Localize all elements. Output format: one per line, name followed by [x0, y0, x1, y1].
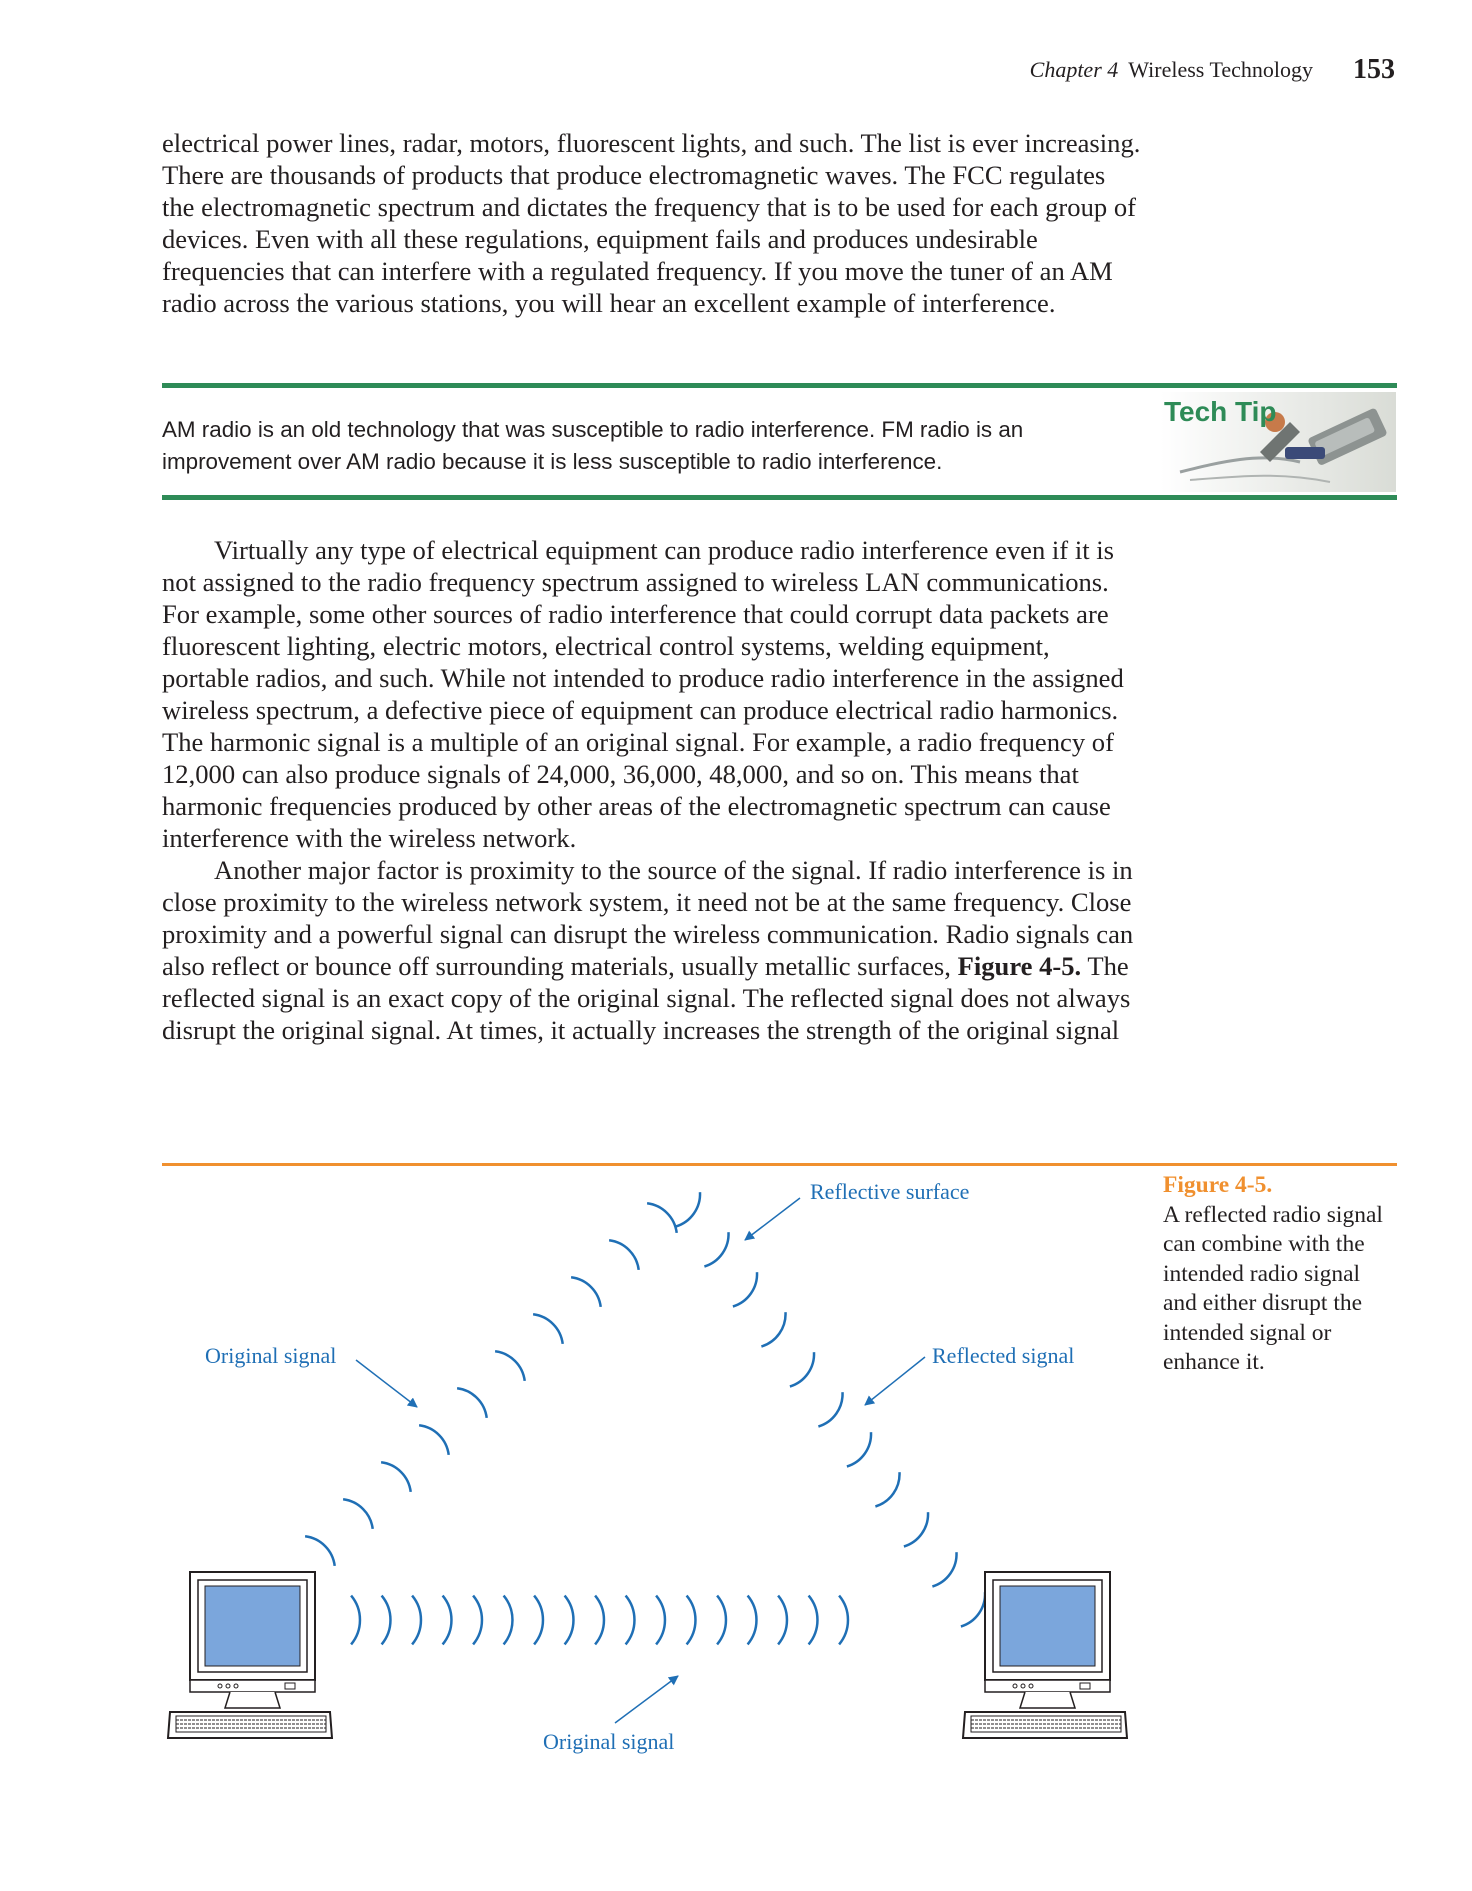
- wave-arc: [305, 1536, 335, 1566]
- original-signal-waves-up: [267, 1203, 677, 1603]
- tech-tip-top-rule: [162, 383, 1397, 388]
- wave-arc: [761, 1312, 785, 1346]
- wave-arc: [904, 1512, 928, 1546]
- wave-arc: [748, 1596, 757, 1645]
- original-signal-label-top: Original signal: [205, 1343, 337, 1368]
- wave-arc: [571, 1277, 601, 1307]
- wave-arc: [443, 1596, 452, 1645]
- figure-caption: [1163, 1171, 1395, 1378]
- wave-arc: [818, 1392, 842, 1426]
- paragraph-text-part: Another major factor is proximity to the source of the signal. If radio interference is in close proximity to the wireless network system, it need not be at the same frequency. Close proximity and a powerful signal can disrupt the wireless communication. Radio signals can also reflect or bounce off surrounding materials, usually metallic surfaces,: [162, 855, 1134, 981]
- wave-arc: [704, 1232, 728, 1266]
- wave-arc: [534, 1596, 543, 1645]
- wave-arc: [504, 1596, 513, 1645]
- wave-arc: [382, 1596, 391, 1645]
- wave-arc: [419, 1425, 449, 1455]
- original-signal-pointer-bottom: [615, 1676, 678, 1723]
- paragraph-continued: [162, 127, 1142, 319]
- paragraph-text: Virtually any type of electrical equipment can produce radio interference even if it is not assigned to the radio frequency spectrum assigned to wireless LAN communications. For example, some other sources of radio interference that could corrupt data packets are fluorescent lighting, electric motors, electrical control systems, welding equipment, portable radios, and such. While not intended to produce radio interference in the assigned wireless spectrum, a defective piece of equipment can produce electrical radio harmonics. The harmonic signal is a multiple of an original signal. For example, a radio frequency of 12,000 can also produce signals of 24,000, 36,000, 48,000, and so on. This means that harmonic frequencies produced by other areas of the electromagnetic spectrum can cause interference with the wireless network.: [162, 535, 1124, 853]
- reflected-signal-diagram: [0, 1170, 1150, 1770]
- wave-arc: [790, 1352, 814, 1386]
- reflective-surface-pointer: [745, 1198, 800, 1240]
- original-signal-waves-direct: [351, 1596, 848, 1645]
- reflective-surface-label: Reflective surface: [810, 1179, 970, 1204]
- wave-arc: [412, 1596, 421, 1645]
- wave-arc: [595, 1596, 604, 1645]
- wave-arc: [809, 1596, 818, 1645]
- wave-arc: [656, 1596, 665, 1645]
- wave-arc: [343, 1499, 373, 1529]
- wave-arc: [733, 1272, 757, 1306]
- paragraph-text: [162, 854, 1142, 1046]
- wave-arc: [839, 1596, 848, 1645]
- chapter-label: Chapter 4: [1029, 57, 1119, 82]
- wave-arc: [457, 1388, 487, 1418]
- page-number: 153: [1353, 54, 1395, 85]
- main-paragraphs: [162, 534, 1142, 1046]
- section-title: Wireless Technology: [1128, 57, 1313, 82]
- reflected-signal-waves-down: [676, 1192, 985, 1626]
- wave-arc: [533, 1314, 563, 1344]
- wave-arc: [687, 1596, 696, 1645]
- wave-arc: [676, 1192, 700, 1226]
- reflected-signal-label: Reflected signal: [932, 1343, 1075, 1368]
- original-signal-label-bottom: Original signal: [543, 1729, 675, 1754]
- wave-arc: [565, 1596, 574, 1645]
- wave-arc: [717, 1596, 726, 1645]
- tech-tip-bottom-rule: [162, 495, 1397, 500]
- wave-arc: [381, 1462, 411, 1492]
- wave-arc: [473, 1596, 482, 1645]
- wave-arc: [875, 1472, 899, 1506]
- figure-reference: Figure 4-5.: [957, 951, 1082, 981]
- wave-arc: [847, 1432, 871, 1466]
- wave-arc: [932, 1552, 956, 1586]
- right-computer-icon: [963, 1572, 1127, 1738]
- tech-tip-title: Tech Tip: [1164, 396, 1277, 427]
- running-header: [0, 54, 1395, 86]
- figure-top-rule: [162, 1163, 1397, 1166]
- wave-arc: [961, 1592, 985, 1626]
- tech-tip-text: AM radio is an old technology that was susceptible to radio interference. FM radio is an improvement over AM radio because it is less susceptible to radio interference.: [162, 417, 1024, 474]
- wave-arc: [647, 1203, 677, 1233]
- paragraph-text-part: The reflected signal is an exact copy of the original signal. The reflected signal does not always disrupt the original signal. At times, it actually increases the strength of the original signal: [162, 951, 1131, 1045]
- original-signal-pointer-top: [356, 1360, 417, 1407]
- wave-arc: [778, 1596, 787, 1645]
- wave-arc: [495, 1351, 525, 1381]
- wave-arc: [609, 1240, 639, 1270]
- paragraph-text: electrical power lines, radar, motors, fluorescent lights, and such. The list is ever increasing. There are thousands of products that produce electromagnetic waves. The FCC regulates the electromagnetic spectrum and dictates the frequency that is to be used for each group of devices. Even with all these regulations, equipment fails and produces undesirable frequencies that can interfere with a regulated frequency. If you move the tuner of an AM radio across the various stations, you will hear an excellent example of interference.: [162, 128, 1141, 318]
- reflected-signal-pointer: [865, 1357, 925, 1405]
- figure-caption-text: A reflected radio signal can combine with the intended radio signal and either disrupt the intended signal or enhance it.: [1163, 1201, 1383, 1375]
- left-computer-icon: [168, 1572, 332, 1738]
- figure-number: Figure 4-5.: [1163, 1172, 1273, 1198]
- wave-arc: [351, 1596, 360, 1645]
- wave-arc: [626, 1596, 635, 1645]
